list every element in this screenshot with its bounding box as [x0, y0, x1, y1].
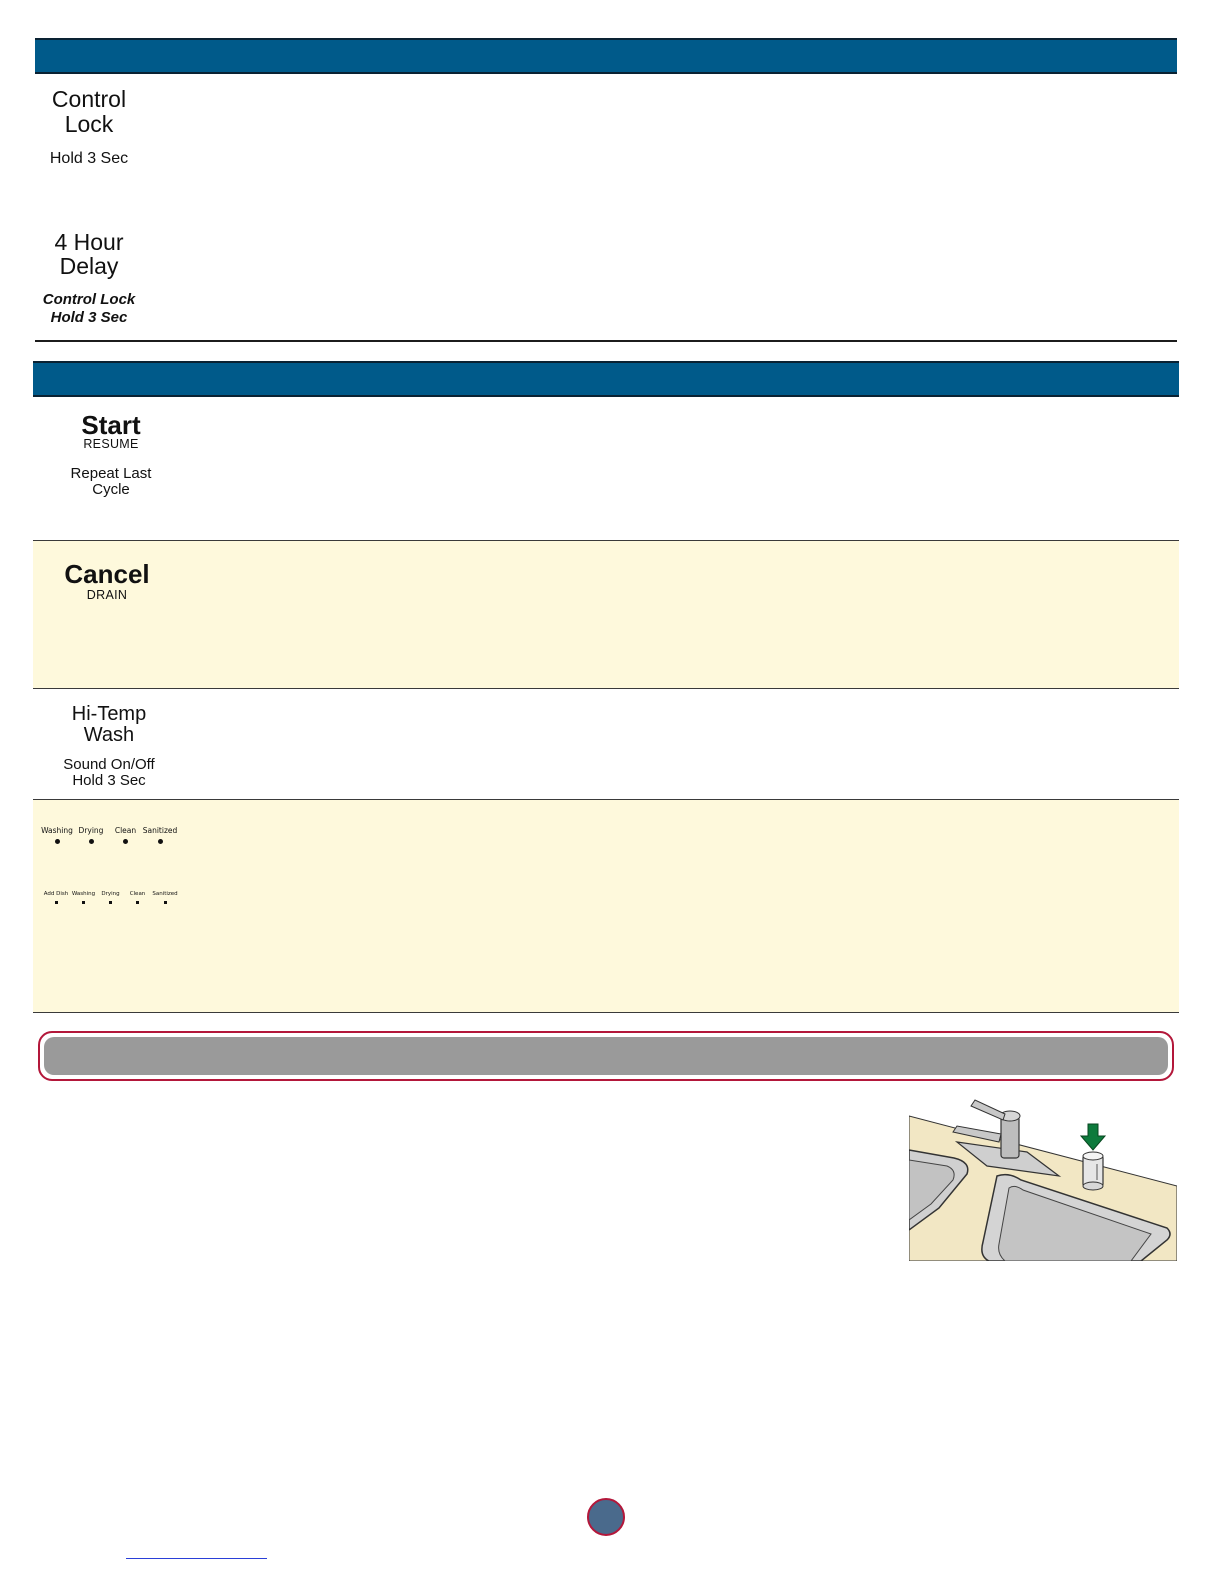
status-light-label: Add Dish [43, 891, 69, 897]
status-light-label: Clean [114, 826, 137, 835]
sink-air-gap-illustration [909, 1088, 1177, 1261]
cancel-title: Cancel [64, 559, 150, 589]
status-light-label: Drying [101, 891, 120, 897]
hitemp-label [52, 704, 166, 746]
hitemp-line1: Hi-Temp [71, 703, 147, 725]
section-header-bar-1 [35, 38, 1177, 74]
delay-sub-line1: Control Lock [42, 291, 136, 308]
delay-sub-line2: Hold 3 Sec [50, 309, 128, 326]
start-caps: RESUME [83, 437, 139, 451]
delay-line1: 4 Hour [54, 229, 124, 255]
status-light [70, 891, 97, 904]
status-light-label: Washing [71, 891, 96, 897]
section-banner-fill [44, 1037, 1168, 1075]
indicator-dot-icon [158, 839, 163, 844]
status-light [40, 826, 74, 844]
control-lock-label [34, 88, 144, 136]
status-light [97, 891, 124, 904]
indicator-dot-icon [89, 839, 94, 844]
indicator-square-icon [164, 901, 167, 904]
page-number-badge [587, 1498, 625, 1536]
delay-line2: Delay [59, 253, 119, 279]
delay-sub [34, 291, 144, 327]
section2-bottom-rule [33, 1012, 1179, 1013]
status-lights-a [40, 826, 177, 844]
start-sub-line2: Cycle [92, 481, 130, 498]
control-lock-line2: Lock [64, 111, 114, 137]
status-light [124, 891, 151, 904]
section-banner-pill [38, 1031, 1174, 1081]
section1-bottom-rule [35, 340, 1177, 342]
link-underline[interactable] [126, 1558, 267, 1559]
start-sub [55, 466, 167, 498]
start-title: Start [81, 410, 141, 440]
status-light [151, 891, 179, 904]
status-light-label: Sanitized [142, 826, 178, 835]
status-light-label: Sanitized [152, 891, 178, 897]
status-light-label: Clean [129, 891, 146, 897]
indicator-square-icon [109, 901, 112, 904]
indicator-square-icon [55, 901, 58, 904]
cancel-caps: DRAIN [86, 588, 128, 602]
hitemp-sub [46, 757, 172, 789]
status-light-label: Drying [78, 826, 104, 835]
hitemp-sub-line2: Hold 3 Sec [72, 772, 146, 789]
status-light [143, 826, 177, 844]
cancel-row-shade [33, 541, 1179, 688]
hitemp-line2: Wash [83, 724, 135, 746]
hitemp-sub-line1: Sound On/Off [63, 756, 155, 773]
indicator-dot-icon [55, 839, 60, 844]
start-sub-line1: Repeat Last [70, 465, 152, 482]
cancel-row-bottom-rule [33, 688, 1179, 689]
section-header-bar-2 [33, 361, 1179, 397]
indicator-square-icon [82, 901, 85, 904]
delay-label [34, 231, 144, 278]
status-lights-b [42, 891, 179, 904]
indicator-square-icon [136, 901, 139, 904]
status-light [108, 826, 143, 844]
control-lock-line1: Control [51, 86, 127, 112]
indicator-dot-icon [123, 839, 128, 844]
status-light [42, 891, 70, 904]
status-row-shade [33, 800, 1179, 1012]
control-lock-sub: Hold 3 Sec [49, 150, 129, 167]
status-light-label: Washing [41, 826, 73, 835]
status-light [74, 826, 108, 844]
